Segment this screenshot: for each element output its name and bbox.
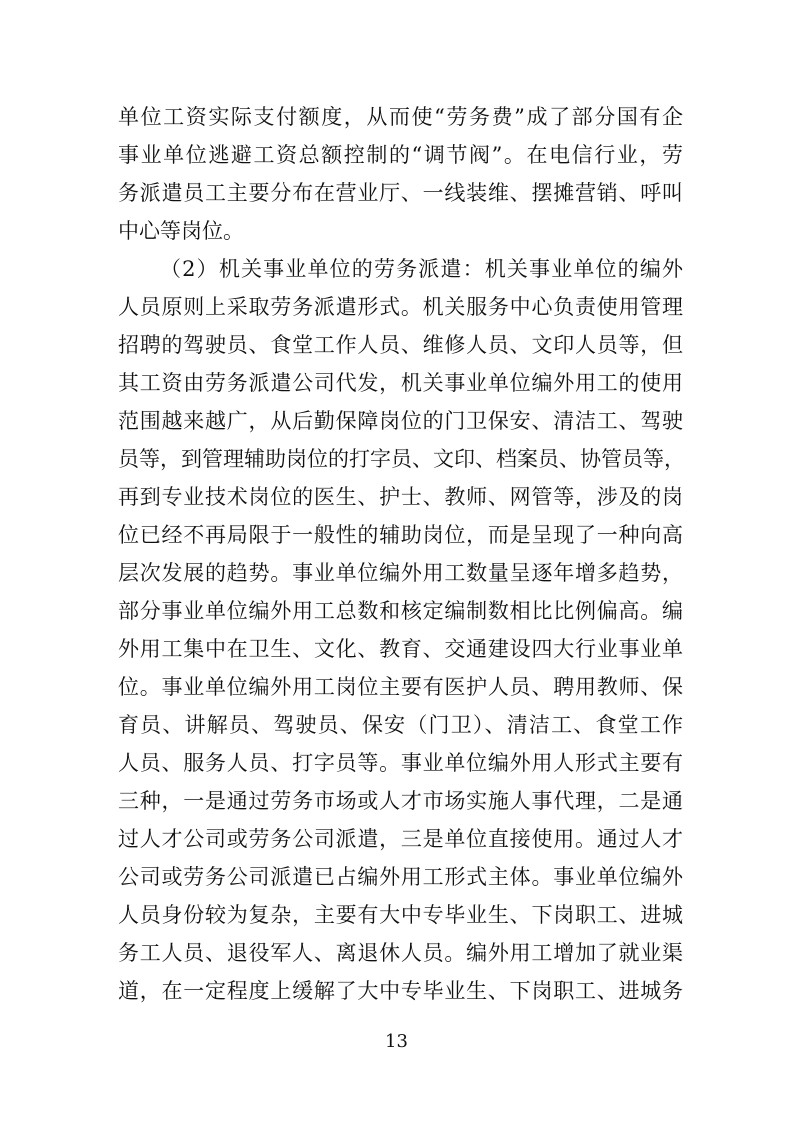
text-line-19: 三种，一是通过劳务市场或人才市场实施人事代理，二是通: [118, 789, 683, 813]
text-line-11: 再到专业技术岗位的医生、护士、教师、网管等，涉及的岗: [118, 485, 683, 509]
text-line-12: 位已经不再局限于一般性的辅助岗位，而是呈现了一种向高: [118, 523, 683, 547]
page-number: 13: [385, 1031, 408, 1052]
text-line-8: 其工资由劳务派遣公司代发，机关事业单位编外用工的使用: [118, 371, 683, 395]
text-line-22: 人员身份较为复杂，主要有大中专毕业生、下岗职工、进城: [118, 903, 683, 927]
text-line-4: 中心等岗位。: [118, 219, 244, 243]
paragraph-2-first-line: （2）机关事业单位的劳务派遣：机关事业单位的编外: [160, 257, 683, 281]
text-line-23: 务工人员、退役军人、离退休人员。编外用工增加了就业渠: [118, 941, 683, 965]
text-line-24: 道，在一定程度上缓解了大中专毕业生、下岗职工、进城务: [118, 979, 683, 1003]
text-line-16: 位。事业单位编外用工岗位主要有医护人员、聘用教师、保: [118, 675, 683, 699]
text-line-13: 层次发展的趋势。事业单位编外用工数量呈逐年增多趋势，: [118, 561, 683, 585]
text-line-17: 育员、讲解员、驾驶员、保安（门卫）、清洁工、食堂工作: [118, 713, 683, 737]
text-line-9: 范围越来越广，从后勤保障岗位的门卫保安、清洁工、驾驶: [118, 409, 683, 433]
text-line-6: 人员原则上采取劳务派遣形式。机关服务中心负责使用管理: [118, 295, 683, 319]
text-line-1: 单位工资实际支付额度，从而使“劳务费”成了部分国有企: [118, 105, 683, 129]
text-line-14: 部分事业单位编外用工总数和核定编制数相比比例偏高。编: [118, 599, 683, 623]
text-line-3: 务派遣员工主要分布在营业厅、一线装维、摆摊营销、呼叫: [118, 181, 683, 205]
text-line-15: 外用工集中在卫生、文化、教育、交通建设四大行业事业单: [118, 637, 683, 661]
text-line-10: 员等，到管理辅助岗位的打字员、文印、档案员、协管员等，: [118, 447, 685, 471]
text-line-2: 事业单位逃避工资总额控制的“调节阀”。在电信行业，劳: [118, 143, 683, 167]
text-line-20: 过人才公司或劳务公司派遣，三是单位直接使用。通过人才: [118, 827, 683, 851]
text-line-7: 招聘的驾驶员、食堂工作人员、维修人员、文印人员等，但: [118, 333, 683, 357]
text-line-21: 公司或劳务公司派遣已占编外用工形式主体。事业单位编外: [118, 865, 683, 889]
text-line-18: 人员、服务人员、打字员等。事业单位编外用人形式主要有: [118, 751, 683, 775]
